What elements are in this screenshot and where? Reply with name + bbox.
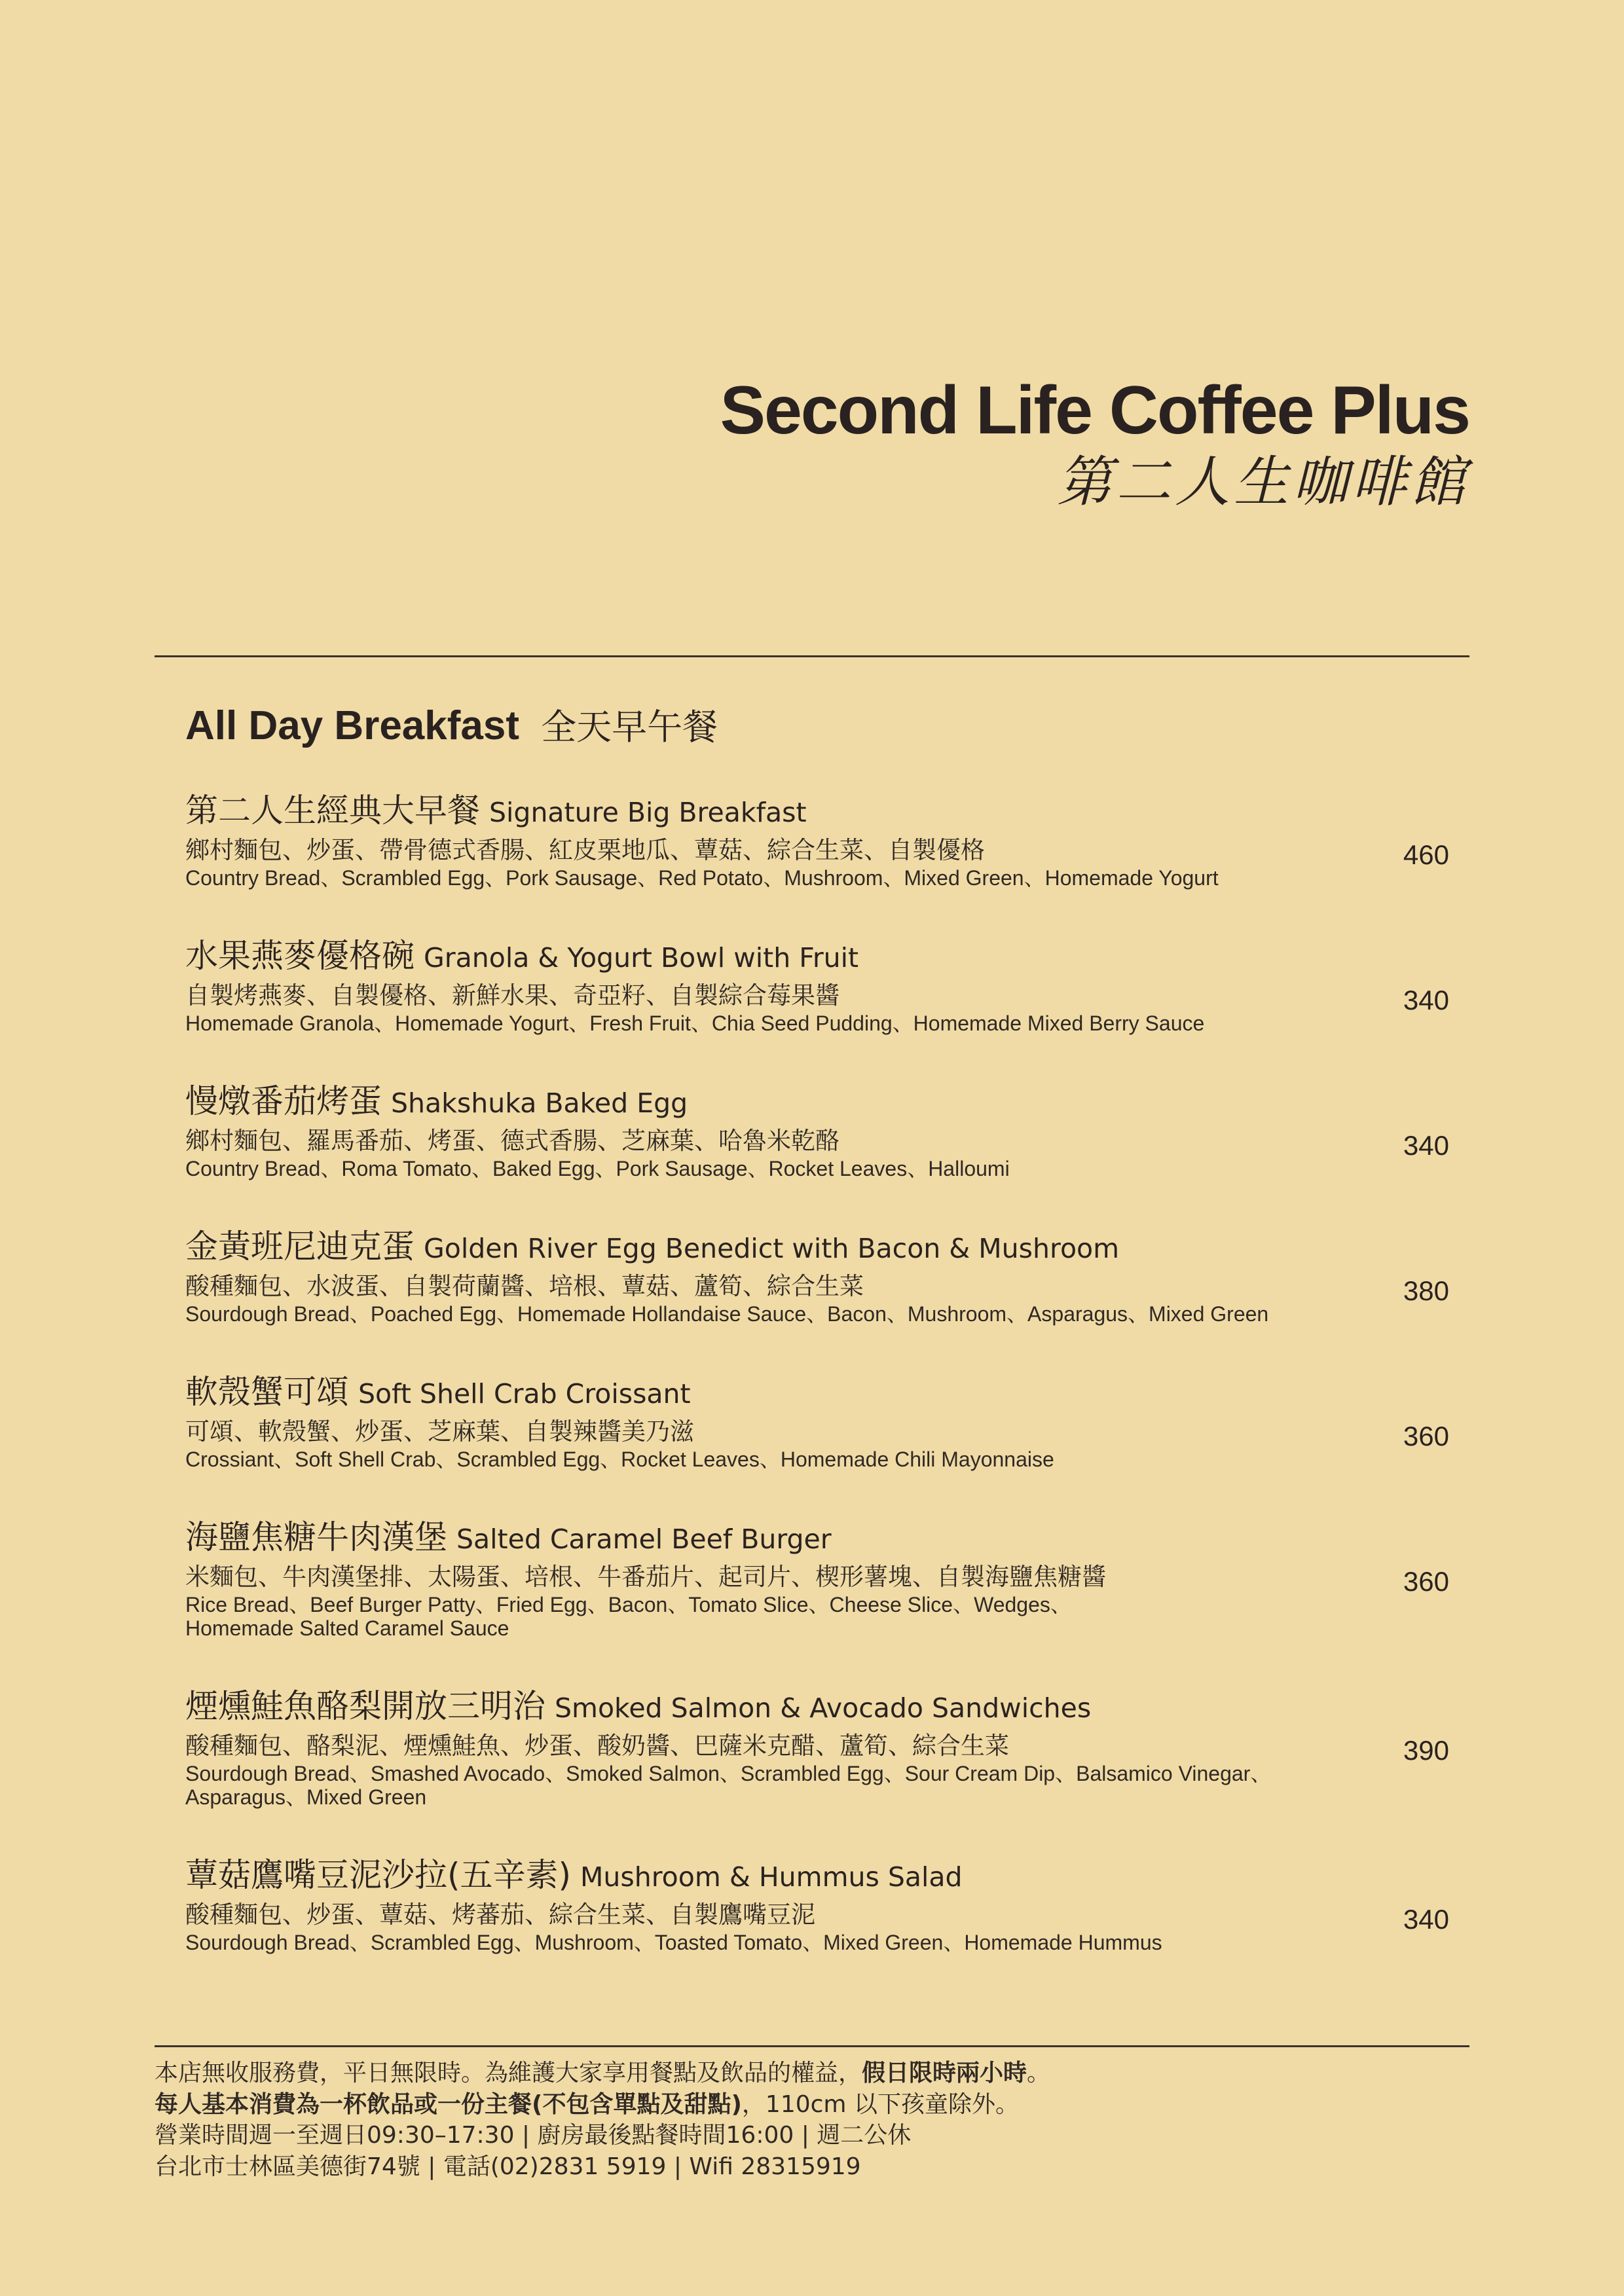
item-name-english: Signature Big Breakfast [489,797,807,828]
item-description-english: Country Bread、Roma Tomato、Baked Egg、Pork Sausage、Rocket Leaves、Halloumi [185,1156,1010,1180]
footer-period: 。 [1027,2060,1051,2086]
item-name [185,1855,1449,1895]
footer-minimum-charge-text: ，110cm 以下孩童除外。 [741,2090,1019,2118]
menu-item-golden-egg-benedict [185,1227,1449,1326]
item-name-chinese: 軟殼蟹可頌 [185,1373,349,1411]
item-name [185,1082,1449,1121]
item-name [185,1686,1449,1726]
item-description-english: Country Bread、Scrambled Egg、Pork Sausage、Red Potato、Mushroom、Mixed Green、Homemade Yogurt [185,866,1219,890]
item-name [185,1372,1449,1412]
item-name-english: Shakshuka Baked Egg [391,1087,688,1119]
menu-item-signature-big-breakfast [185,791,1449,890]
item-description-english: Sourdough Bread、Scrambled Egg、Mushroom、Toasted Tomato、Mixed Green、Homemade Hummus [185,1930,1162,1954]
item-description-english: Sourdough Bread、Poached Egg、Homemade Hollandaise Sauce、Bacon、Mushroom、Asparagus、Mixed Green [185,1302,1269,1326]
bottom-divider [155,2045,1469,2047]
item-name [185,936,1449,975]
footer-minimum-charge-bold: 每人基本消費為一杯飲品或一份主餐(不包含單點及甜點) [155,2090,742,2118]
item-price: 390 [1403,1735,1449,1766]
item-description-chinese: 鄉村麵包、炒蛋、帶骨德式香腸、紅皮栗地瓜、蕈菇、綜合生菜、自製優格 [185,836,985,864]
item-description-chinese: 酸種麵包、水波蛋、自製荷蘭醬、培根、蕈菇、蘆筍、綜合生菜 [185,1272,864,1300]
item-name-english: Mushroom & Hummus Salad [580,1861,963,1893]
item-name [185,1227,1449,1266]
item-name-chinese: 海鹽焦糖牛肉漢堡 [185,1518,447,1556]
item-name-chinese: 煙燻鮭魚酪梨開放三明治 [185,1687,545,1725]
item-name-english: Golden River Egg Benedict with Bacon & Mushroom [424,1233,1120,1264]
item-name-english: Granola & Yogurt Bowl with Fruit [424,942,859,974]
brand-name: Second Life Coffee Plus [720,373,1469,448]
item-description-english: Crossiant、Soft Shell Crab、Scrambled Egg、Rocket Leaves、Homemade Chili Mayonnaise [185,1447,1054,1471]
menu-item-mushroom-hummus-salad [185,1855,1449,1954]
item-description-chinese: 可頌、軟殼蟹、炒蛋、芝麻葉、自製辣醬美乃滋 [185,1417,694,1446]
footer-minimum-charge [155,2089,1469,2121]
item-name [185,791,1449,830]
brand-header [720,373,1469,513]
item-description-chinese: 酸種麵包、酪梨泥、煙燻鮭魚、炒蛋、酸奶醬、巴薩米克醋、蘆筍、綜合生菜 [185,1732,1009,1760]
item-price: 340 [1403,1904,1449,1935]
item-name-english: Salted Caramel Beef Burger [456,1523,832,1555]
item-name [185,1518,1449,1557]
item-description-chinese: 鄉村麵包、羅馬番茄、烤蛋、德式香腸、芝麻葉、哈魯米乾酪 [185,1127,840,1155]
item-price: 340 [1403,985,1449,1015]
brand-name-chinese-logo: 第二人生咖啡館 [1056,450,1469,515]
item-price: 360 [1403,1421,1449,1451]
item-price: 340 [1403,1130,1449,1161]
item-name-english: Soft Shell Crab Croissant [358,1378,691,1410]
item-description-english: Rice Bread、Beef Burger Patty、Fried Egg、Bacon、Tomato Slice、Cheese Slice、Wedges、Homemade Salted Caramel Sauce [185,1592,1071,1641]
item-description-chinese: 米麵包、牛肉漢堡排、太陽蛋、培根、牛番茄片、起司片、楔形薯塊、自製海鹽焦糖醬 [185,1563,1106,1591]
item-name-chinese: 水果燕麥優格碗 [185,937,415,975]
menu-item-smoked-salmon-avocado-sandwiches [185,1686,1449,1810]
item-price: 360 [1403,1566,1449,1597]
item-description-chinese: 自製烤燕麥、自製優格、新鮮水果、奇亞籽、自製綜合莓果醬 [185,981,840,1010]
menu-item-soft-shell-crab-croissant [185,1372,1449,1471]
item-description-chinese: 酸種麵包、炒蛋、蕈菇、烤蕃茄、綜合生菜、自製鷹嘴豆泥 [185,1901,815,1929]
item-price: 460 [1403,839,1449,870]
item-name-chinese: 第二人生經典大早餐 [185,792,480,829]
top-divider [155,655,1469,657]
footer-holiday-limit: 假日限時兩小時 [862,2060,1027,2086]
footer-notes [155,2058,1469,2182]
footer-service-text: 本店無收服務費，平日無限時。為維護大家享用餐點及飲品的權益， [155,2060,862,2086]
item-name-chinese: 慢燉番茄烤蛋 [185,1082,382,1120]
item-name-english: Smoked Salmon & Avocado Sandwiches [555,1692,1092,1724]
item-price: 380 [1403,1275,1449,1306]
item-description-english: Homemade Granola、Homemade Yogurt、Fresh Fruit、Chia Seed Pudding、Homemade Mixed Berry Sauce [185,1011,1205,1035]
footer-opening-hours: 營業時間週一至週日09:30–17:30 | 廚房最後點餐時間16:00 | 週二公休 [155,2122,912,2149]
menu-item-granola-yogurt-bowl [185,936,1449,1035]
footer-service-policy [155,2058,1469,2089]
item-name-chinese: 蕈菇鷹嘴豆泥沙拉(五辛素) [185,1856,572,1894]
section-title-chinese: 全天早午餐 [541,706,718,748]
menu-item-salted-caramel-beef-burger [185,1518,1449,1641]
menu-item-shakshuka-baked-egg [185,1082,1449,1180]
item-description-english: Sourdough Bread、Smashed Avocado、Smoked Salmon、Scrambled Egg、Sour Cream Dip、Balsamico Vinegar、Asparagus、Mixed Green [185,1761,1272,1810]
item-name-chinese: 金黃班尼迪克蛋 [185,1228,415,1266]
section-title-english: All Day Breakfast [185,703,520,748]
section-title [185,699,718,750]
footer-address-contact: 台北市士林區美德街74號 | 電話(02)2831 5919 | Wifi 28315919 [155,2153,861,2180]
